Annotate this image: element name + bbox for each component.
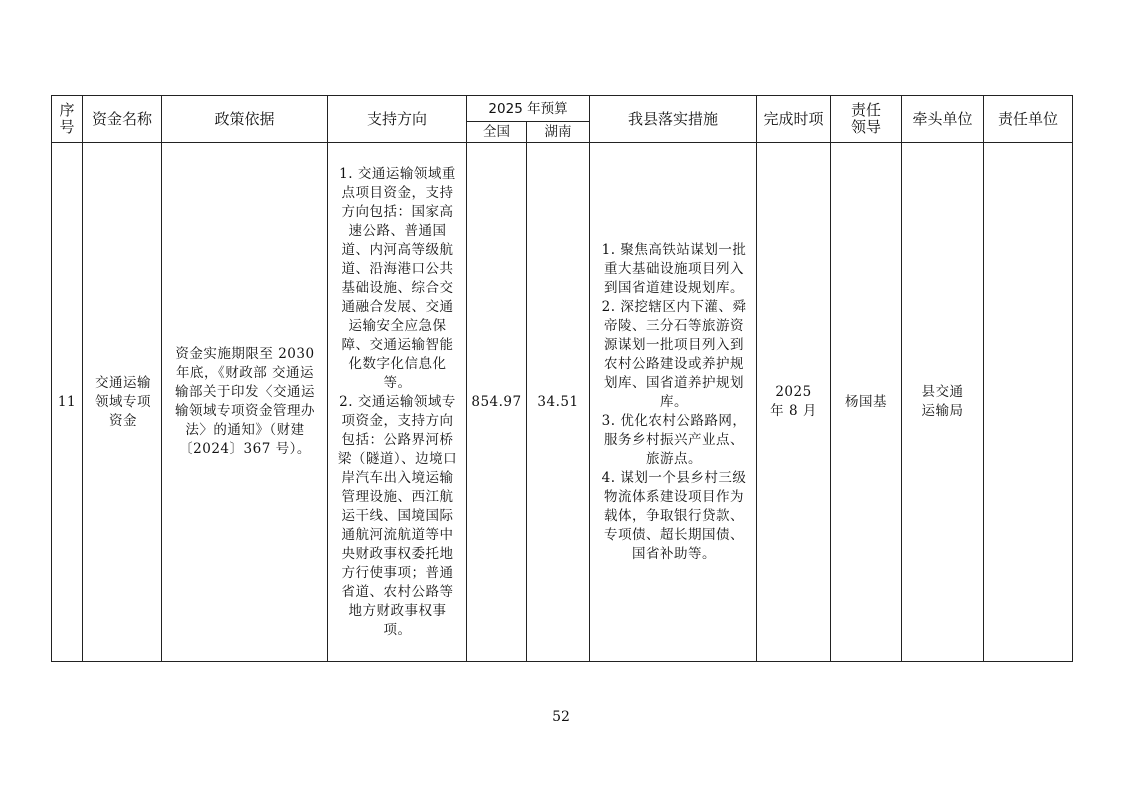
- county-measure-item-2: 2. 深挖辖区内下灌、舜帝陵、三分石等旅游资源谋划一批项目列入到农村公路建设或养护规划库、国省道养护规划库。: [601, 298, 747, 410]
- cell-completion-time: 2025 年 8 月: [757, 143, 831, 662]
- cell-seq: 11: [52, 143, 83, 662]
- header-responsible-unit: 责任单位: [984, 96, 1073, 143]
- county-measure-item-4: 4. 谋划一个县乡村三级物流体系建设项目作为载体，争取银行贷款、专项债、超长期国债、国省补助等。: [601, 469, 747, 562]
- cell-support-direction: [328, 143, 467, 662]
- cell-policy-basis: 资金实施期限至 2030 年底，《财政部 交通运输部关于印发〈交通运输领域专项资金管理办法〉的通知》（财建〔2024〕367 号）。: [162, 143, 328, 662]
- header-budget-national: 全国: [467, 122, 527, 143]
- county-measure-item-3: 3. 优化农村公路路网，服务乡村振兴产业点、旅游点。: [601, 412, 747, 467]
- cell-budget-hunan: 34.51: [527, 143, 590, 662]
- header-policy-basis: 政策依据: [162, 96, 328, 143]
- header-responsible-leader: 责任领导: [831, 96, 902, 143]
- page-number: 52: [552, 709, 570, 725]
- support-direction-item-1: 1. 交通运输领域重点项目资金，支持方向包括：国家高速公路、普通国道、内河高等级航道、沿海港口公共基础设施、综合交通融合发展、交通运输安全应急保障、交通运输智能化数字化信息化等。: [339, 165, 456, 391]
- cell-fund-name: 交通运输领域专项资金: [83, 143, 162, 662]
- header-county-measures: 我县落实措施: [590, 96, 757, 143]
- header-lead-unit: 牵头单位: [902, 96, 984, 143]
- cell-responsible-leader: 杨国基: [831, 143, 902, 662]
- cell-budget-national: 854.97: [467, 143, 527, 662]
- cell-responsible-unit: [984, 143, 1073, 662]
- policy-funding-table: [51, 95, 1073, 662]
- header-budget-hunan: 湖南: [527, 122, 590, 143]
- header-completion-time: 完成时项: [757, 96, 831, 143]
- header-seq: 序号: [52, 96, 83, 143]
- header-budget-2025: 2025 年预算: [467, 96, 590, 122]
- cell-county-measures: [590, 143, 757, 662]
- county-measure-item-1: 1. 聚焦高铁站谋划一批重大基础设施项目列入到国省道建设规划库。: [601, 241, 747, 296]
- header-fund-name: 资金名称: [83, 96, 162, 143]
- header-support-direction: 支持方向: [328, 96, 467, 143]
- table-row: [52, 143, 1073, 662]
- support-direction-item-2: 2. 交通运输领域专项资金，支持方向包括：公路界河桥梁（隧道）、边境口岸汽车出入境运输管理设施、西江航运干线、国境国际通航河流航道等中央财政事权委托地方行使事项；普通省道、农村公路等地方财政事权事项。: [337, 393, 458, 638]
- cell-lead-unit: 县交通运输局: [902, 143, 984, 662]
